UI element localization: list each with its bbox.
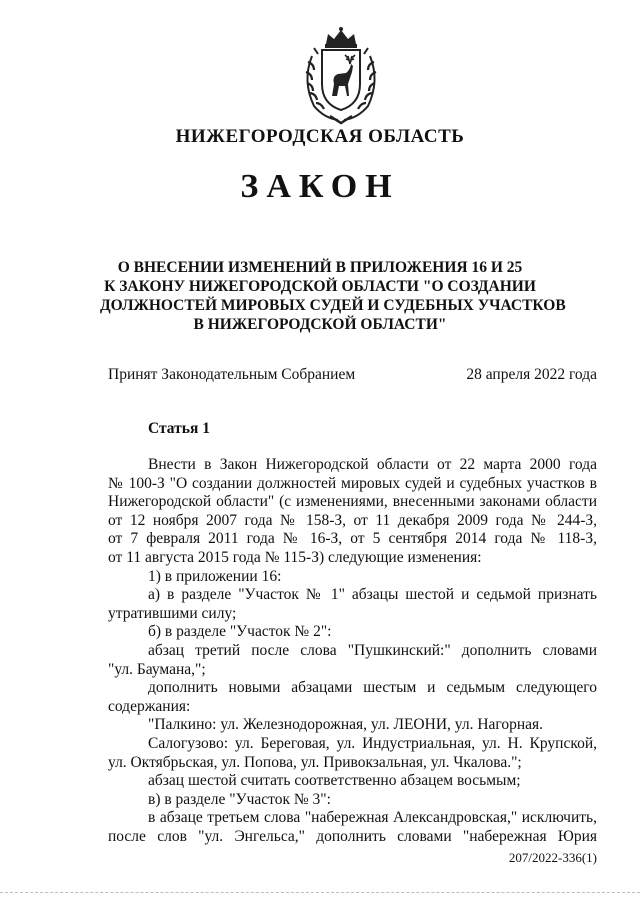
text-line: в абзаце третьем слова "набережная Александровская," исключить, (148, 809, 597, 827)
law-title-line: К ЗАКОНУ НИЖЕГОРОДСКОЙ ОБЛАСТИ "О СОЗДАНИИ (104, 278, 536, 295)
adoption-date: 28 апреля 2022 года (466, 366, 597, 383)
text-line: абзац шестой считать соответственно абзацем восьмым; (148, 772, 521, 790)
text-line: ул. Октябрьская, ул. Попова, ул. Привокзальная, ул. Чкалова."; (108, 753, 522, 771)
article-title: Статья 1 (148, 420, 210, 437)
law-title (100, 258, 566, 334)
text-line: абзац третий после слова "Пушкинский:" дополнить словами (148, 641, 597, 659)
adoption-label: Принят Законодательным Собранием (108, 366, 356, 383)
law-title-line: В НИЖЕГОРОДСКОЙ ОБЛАСТИ" (193, 316, 447, 333)
text-line: утратившими силу; (108, 604, 237, 622)
text-line: содержания: (108, 697, 191, 715)
region-name: НИЖЕГОРОДСКАЯ ОБЛАСТЬ (175, 126, 465, 147)
article-body (108, 456, 597, 846)
text-line: б) в разделе "Участок № 2": (148, 623, 332, 641)
text-line: от 11 августа 2015 года № 115-З) следующие изменения: (108, 548, 482, 566)
document-type: ЗАКОН (240, 168, 400, 205)
text-line: Внести в Закон Нижегородской области от 22 марта 2000 года (148, 456, 597, 473)
text-line: от 7 февраля 2011 года № 16-З, от 5 сентября 2014 года № 118-З, (108, 530, 597, 548)
document-number: 207/2022-336(1) (508, 850, 597, 865)
coat-of-arms-icon (298, 26, 384, 126)
text-line: "Палкино: ул. Железнодорожная, ул. ЛЕОНИ, ул. Нагорная. (148, 716, 544, 734)
text-line: а) в разделе "Участок № 1" абзацы шестой и седьмой признать (148, 586, 597, 604)
text-line: 1) в приложении 16: (148, 567, 282, 585)
text-line: от 12 ноября 2007 года № 158-З, от 11 декабря 2009 года № 244-З, (108, 511, 597, 529)
text-line: "ул. Баумана,"; (108, 660, 206, 678)
law-title-line: О ВНЕСЕНИИ ИЗМЕНЕНИЙ В ПРИЛОЖЕНИЯ 16 И 25 (117, 259, 523, 276)
text-line: Салогузово: ул. Береговая, ул. Индустриальная, ул. Н. Крупской, (148, 734, 597, 752)
text-line: в) в разделе "Участок № 3": (148, 790, 331, 808)
text-line: Нижегородской области" (с изменениями, внесенными законами области (108, 493, 597, 511)
page-divider (0, 892, 640, 893)
text-line: дополнить новыми абзацами шестым и седьмым следующего (148, 679, 597, 697)
law-title-line: ДОЛЖНОСТЕЙ МИРОВЫХ СУДЕЙ И СУДЕБНЫХ УЧАСТКОВ (100, 297, 566, 314)
text-line: № 100-З "О создании должностей мировых судей и судебных участков в (108, 474, 597, 492)
text-line: после слов "ул. Энгельса," дополнить словами "набережная Юрия (108, 827, 597, 845)
